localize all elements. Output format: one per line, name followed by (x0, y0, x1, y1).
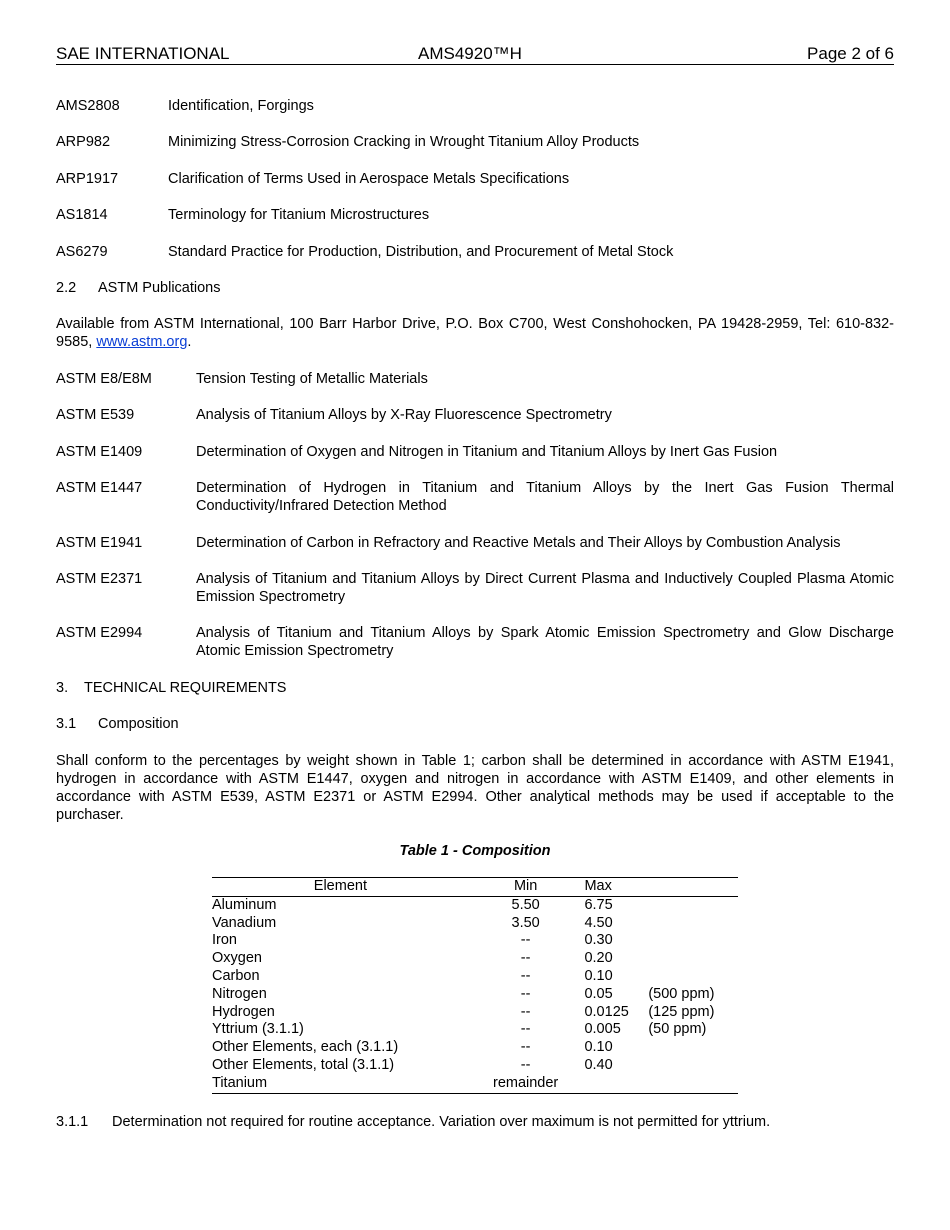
header-note (648, 878, 738, 897)
cell-max: 0.20 (584, 950, 613, 967)
page-header (56, 44, 894, 65)
cell-note (648, 932, 738, 950)
header-element: Element (313, 878, 367, 894)
reference-code: ASTM E2994 (56, 625, 143, 641)
reference-title: Determination of Oxygen and Nitrogen in Titanium and Titanium Alloys by Inert Gas Fusion (196, 444, 778, 460)
table-row (212, 986, 738, 1004)
header-min: Min (513, 878, 538, 894)
reference-code: AMS2808 (56, 98, 120, 114)
reference-title: Determination of Hydrogen in Titanium and Titanium Alloys by the Inert Gas Fusion Thermal Conductivity/Infrared Detection Method (196, 480, 894, 514)
cell-min: remainder (492, 1074, 559, 1091)
table-row (212, 1057, 738, 1075)
section-number: 3.1.1 (56, 1114, 89, 1130)
cell-max: 0.10 (584, 1039, 613, 1056)
header-org: SAE INTERNATIONAL (56, 44, 230, 63)
section-text: Determination not required for routine acceptance. Variation over maximum is not permitted for yttrium. (112, 1114, 771, 1130)
cell-element: Hydrogen (212, 1003, 275, 1020)
cell-max: 6.75 (584, 896, 613, 913)
cell-note: (50 ppm) (648, 1021, 707, 1038)
reference-code: AS6279 (56, 244, 108, 260)
cell-note: (500 ppm) (648, 985, 715, 1002)
reference-title: Tension Testing of Metallic Materials (196, 371, 428, 387)
cell-max: 0.40 (584, 1056, 613, 1073)
cell-min: -- (520, 1021, 531, 1038)
astm-website-link[interactable]: www.astm.org (96, 334, 188, 350)
header-spec: AMS4920™H (418, 44, 522, 63)
cell-element: Titanium (212, 1074, 268, 1091)
table-row (212, 1021, 738, 1039)
astm-intro-paragraph (56, 315, 894, 351)
table-row (212, 915, 738, 933)
cell-min: -- (520, 932, 531, 949)
cell-element: Aluminum (212, 896, 277, 913)
section-heading-2-2 (56, 279, 221, 297)
cell-element: Vanadium (212, 914, 277, 931)
section-number: 2.2 (56, 280, 77, 296)
cell-element: Oxygen (212, 950, 262, 967)
composition-table (212, 877, 738, 1094)
cell-max: 0.005 (584, 1021, 621, 1038)
cell-min: -- (520, 985, 531, 1002)
reference-title: Analysis of Titanium and Titanium Alloys by Spark Atomic Emission Spectrometry and Glow Discharge Atomic Emission Spectrometry (196, 625, 894, 659)
table-row (212, 950, 738, 968)
section-title: TECHNICAL REQUIREMENTS (84, 680, 287, 696)
reference-code: ASTM E1447 (56, 480, 143, 496)
composition-paragraph: Shall conform to the percentages by weight shown in Table 1; carbon shall be determined in accordance with ASTM E1941, hydrogen in accordance with ASTM E1447, oxygen and nitrogen in accordance with ASTM E1409, and other elements in accordance with ASTM E539, ASTM E2371 or ASTM E2994. Other analytical methods may be used if acceptable to the purchaser. (56, 753, 894, 823)
table-row (212, 968, 738, 986)
section-title: ASTM Publications (98, 280, 221, 296)
cell-min: -- (520, 1056, 531, 1073)
cell-element: Yttrium (3.1.1) (212, 1021, 304, 1038)
table-row (212, 1039, 738, 1057)
reference-code: ARP1917 (56, 171, 119, 187)
cell-element: Other Elements, total (3.1.1) (212, 1056, 395, 1073)
reference-title: Clarification of Terms Used in Aerospace Metals Specifications (168, 171, 570, 187)
cell-note (648, 968, 738, 986)
reference-title: Analysis of Titanium Alloys by X-Ray Fluorescence Spectrometry (196, 407, 612, 423)
reference-title: Identification, Forgings (168, 98, 314, 114)
astm-intro-end: . (187, 334, 192, 350)
section-3-1-1 (56, 1113, 770, 1131)
cell-note: (125 ppm) (648, 1003, 715, 1020)
cell-note (648, 915, 738, 933)
reference-code: ASTM E1941 (56, 535, 143, 551)
cell-note (648, 1075, 738, 1093)
section-heading-3 (56, 679, 286, 697)
cell-min: -- (520, 1039, 531, 1056)
section-heading-3-1 (56, 715, 179, 733)
header-max: Max (584, 878, 612, 894)
cell-element: Nitrogen (212, 985, 267, 1002)
reference-title: Analysis of Titanium and Titanium Alloys by Direct Current Plasma and Inductively Coupled Plasma Atomic Emission Spectrometry (196, 571, 894, 605)
cell-element: Carbon (212, 967, 260, 984)
cell-min: 3.50 (511, 914, 540, 931)
reference-code: ARP982 (56, 134, 111, 150)
reference-title: Determination of Carbon in Refractory and Reactive Metals and Their Alloys by Combustion Analysis (196, 535, 841, 551)
cell-max: 4.50 (584, 914, 613, 931)
reference-code: ASTM E2371 (56, 571, 143, 587)
cell-max: 0.10 (584, 967, 613, 984)
reference-title: Minimizing Stress-Corrosion Cracking in Wrought Titanium Alloy Products (168, 134, 640, 150)
table-row (212, 1004, 738, 1022)
section-title: Composition (98, 716, 179, 732)
cell-max: 0.0125 (584, 1003, 629, 1020)
cell-min: -- (520, 950, 531, 967)
table-caption: Table 1 - Composition (399, 843, 551, 859)
cell-element: Iron (212, 932, 237, 949)
cell-note (648, 1057, 738, 1075)
table-row (212, 896, 738, 914)
astm-intro-text: Available from ASTM International, 100 Barr Harbor Drive, P.O. Box C700, West Conshohocken, PA 19428-2959, Tel: 610-832-9585, (56, 316, 894, 350)
cell-note (648, 896, 738, 914)
section-number: 3.1 (56, 716, 77, 732)
cell-note (648, 1039, 738, 1057)
table-row (212, 1075, 738, 1093)
header-page-number: Page 2 of 6 (807, 44, 894, 63)
cell-min: -- (520, 967, 531, 984)
cell-max: 0.05 (584, 985, 613, 1002)
cell-element: Other Elements, each (3.1.1) (212, 1039, 399, 1056)
reference-code: ASTM E8/E8M (56, 371, 152, 387)
cell-min: -- (520, 1003, 531, 1020)
table-row (212, 932, 738, 950)
cell-max (582, 1075, 648, 1093)
table-header-row (212, 878, 738, 897)
cell-max: 0.30 (584, 932, 613, 949)
reference-title: Standard Practice for Production, Distribution, and Procurement of Metal Stock (168, 244, 674, 260)
reference-code: ASTM E539 (56, 407, 135, 423)
cell-note (648, 950, 738, 968)
cell-min: 5.50 (511, 896, 540, 913)
reference-title: Terminology for Titanium Microstructures (168, 207, 430, 223)
reference-code: AS1814 (56, 207, 108, 223)
section-number: 3. (56, 680, 69, 696)
reference-code: ASTM E1409 (56, 444, 143, 460)
